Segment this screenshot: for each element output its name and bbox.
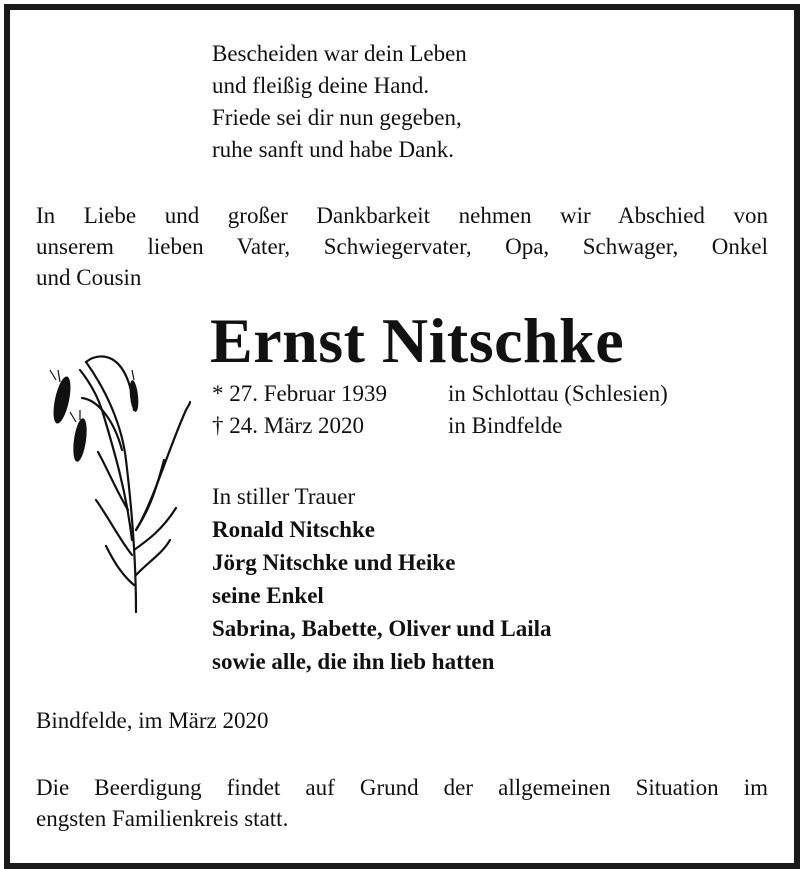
- mourner-line: Ronald Nitschke: [212, 517, 375, 542]
- poem-line: und fleißig deine Hand.: [212, 73, 430, 98]
- funeral-note: [36, 772, 768, 834]
- poem-line: Friede sei dir nun gegeben,: [212, 105, 462, 130]
- death-row: [212, 410, 668, 442]
- deceased-name: Ernst Nitschke: [210, 305, 625, 376]
- farewell-text: [36, 200, 768, 293]
- poem-line: ruhe sanft und habe Dank.: [212, 137, 455, 162]
- mourner-line: Sabrina, Babette, Oliver und Laila: [212, 616, 552, 641]
- funeral-note-line: Die Beerdigung findet auf Grund der allgemeinen Situation im: [36, 775, 768, 800]
- obituary-frame: [4, 4, 800, 869]
- mourner-line: seine Enkel: [212, 583, 324, 608]
- farewell-line: und Cousin: [36, 265, 142, 290]
- place-date: Bindfelde, im März 2020: [36, 708, 269, 733]
- mourners-list: [212, 480, 552, 678]
- memorial-poem: [212, 38, 467, 166]
- birth-place: in Schlottau (Schlesien): [448, 381, 668, 406]
- birth-date: * 27. Februar 1939: [212, 381, 388, 406]
- farewell-line: In Liebe und großer Dankbarkeit nehmen wir Abschied von: [36, 203, 768, 228]
- mourners-heading: In stiller Trauer: [212, 484, 356, 509]
- mourner-line: sowie alle, die ihn lieb hatten: [212, 649, 495, 674]
- poem-line: Bescheiden war dein Leben: [212, 41, 467, 66]
- wheat-icon: [36, 340, 196, 625]
- mourner-line: Jörg Nitschke und Heike: [212, 550, 456, 575]
- funeral-note-line: engsten Familienkreis statt.: [36, 806, 289, 831]
- farewell-line: unserem lieben Vater, Schwiegervater, Opa, Schwager, Onkel: [36, 234, 768, 259]
- death-date: † 24. März 2020: [212, 413, 365, 438]
- life-dates: [212, 378, 668, 442]
- death-place: in Bindfelde: [448, 413, 563, 438]
- birth-row: [212, 378, 668, 410]
